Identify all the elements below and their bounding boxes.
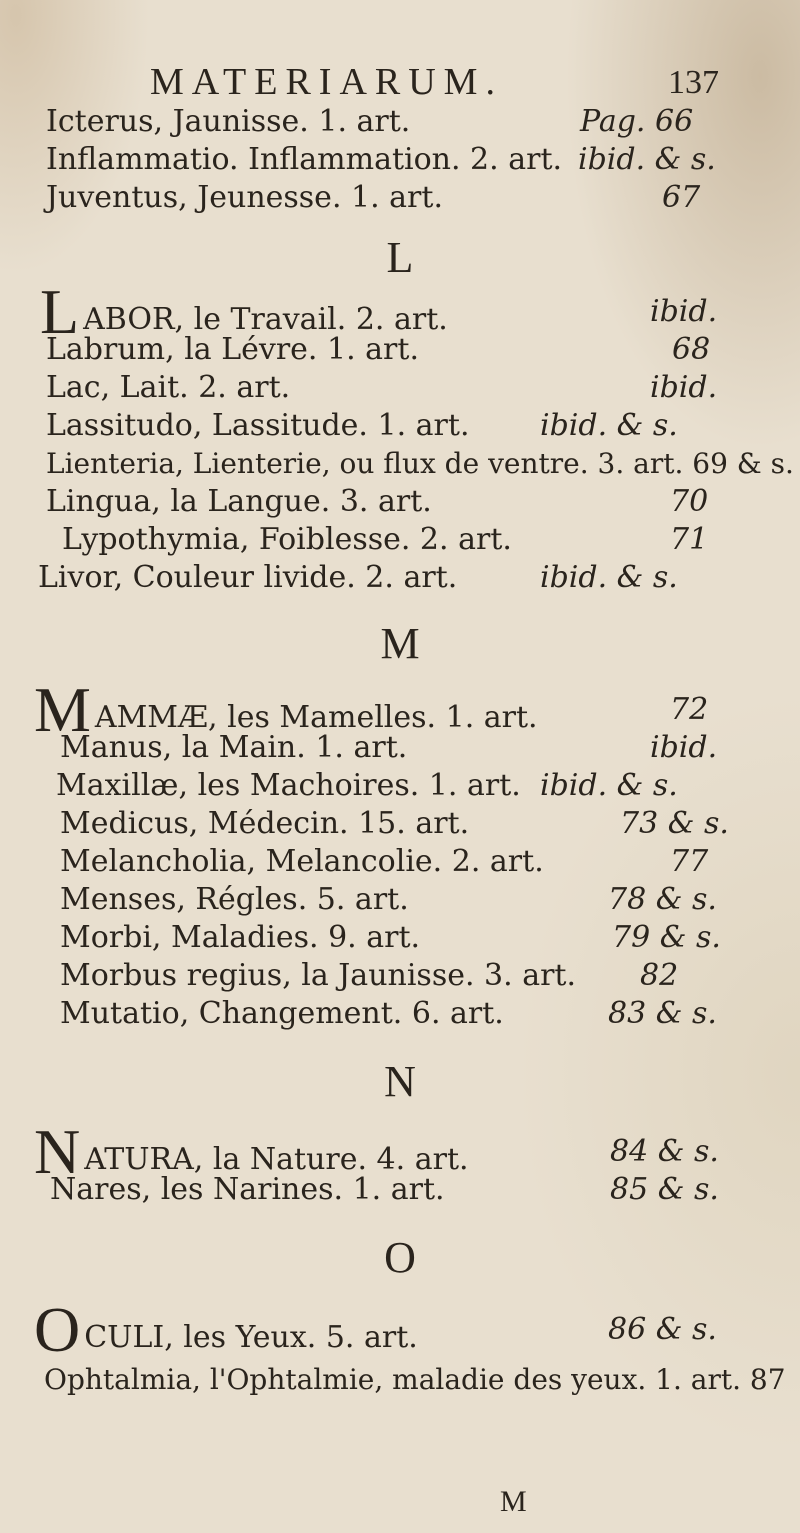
index-line: [0, 140, 800, 180]
catchword: M: [500, 1485, 527, 1518]
section-heading-l: L: [386, 233, 414, 282]
index-entry: Mutatio, Changement. 6. art.: [60, 996, 504, 1031]
index-entry: Morbi, Maladies. 9. art.: [60, 920, 421, 955]
index-line: [0, 918, 800, 958]
index-entry: Livor, Couleur livide. 2. art.: [38, 560, 458, 595]
index-line: [0, 728, 800, 768]
index-line: [0, 804, 800, 844]
index-ref: 73 & s.: [620, 806, 729, 841]
index-entry: Lypothymia, Foiblesse. 2. art.: [62, 522, 512, 557]
page-number: 137: [668, 64, 719, 101]
index-ref: 67: [662, 180, 701, 215]
index-entry: Inflammatio. Inflammation. 2. art.: [46, 142, 563, 177]
index-line: [0, 330, 800, 370]
index-entry: ABOR, le Travail. 2. art.: [83, 302, 448, 337]
index-ref: 70: [670, 484, 709, 519]
index-line: [0, 406, 800, 446]
index-ref: 71: [670, 522, 709, 557]
index-ref: Pag. 66: [580, 104, 694, 139]
index-ref: ibid. & s.: [578, 142, 716, 177]
index-ref: ibid. & s.: [540, 560, 678, 595]
index-entry: Medicus, Médecin. 15. art.: [60, 806, 470, 841]
drop-cap: L: [40, 276, 80, 347]
index-line: [0, 558, 800, 598]
index-ref: 86 & s.: [608, 1312, 717, 1347]
drop-cap: O: [34, 1294, 81, 1365]
index-ref: ibid.: [650, 370, 718, 405]
index-line: [0, 880, 800, 920]
index-ref: ibid. & s.: [540, 408, 678, 443]
index-entry: Lienteria, Lienterie, ou flux de ventre. 3. art. 69 & s.: [46, 447, 794, 480]
index-ref: ibid. & s.: [540, 768, 678, 803]
index-ref: 82: [640, 958, 679, 993]
index-entry: Morbus regius, la Jaunisse. 3. art.: [60, 958, 577, 993]
index-entry: Lingua, la Langue. 3. art.: [46, 484, 432, 519]
index-line: [0, 102, 800, 142]
index-entry: AMMÆ, les Mamelles. 1. art.: [94, 700, 538, 735]
index-ref: 85 & s.: [610, 1172, 719, 1207]
index-entry: Lassitudo, Lassitude. 1. art.: [46, 408, 470, 443]
index-line: [0, 368, 800, 408]
drop-cap: N: [34, 1116, 81, 1187]
section-heading-m: M: [380, 619, 420, 668]
index-entry: Ophtalmia, l'Ophtalmie, maladie des yeux. 1. art. 87: [44, 1363, 786, 1396]
index-line: [0, 444, 800, 484]
index-line: [0, 520, 800, 560]
index-entry: Icterus, Jaunisse. 1. art.: [46, 104, 411, 139]
index-entry: Maxillæ, les Machoires. 1. art.: [56, 768, 521, 803]
section-heading-n: N: [384, 1057, 416, 1106]
running-title: MATERIARUM.: [150, 61, 503, 103]
index-entry: Lac, Lait. 2. art.: [46, 370, 291, 405]
index-ref: ibid.: [650, 294, 718, 329]
index-entry: Melancholia, Melancolie. 2. art.: [60, 844, 544, 879]
index-line: [0, 1170, 800, 1210]
index-ref: 68: [672, 332, 711, 367]
index-entry: CULI, les Yeux. 5. art.: [84, 1320, 418, 1355]
index-line: [0, 1116, 800, 1187]
index-entry: Nares, les Narines. 1. art.: [50, 1172, 445, 1207]
index-line: [0, 482, 800, 522]
index-ref: ibid.: [650, 730, 718, 765]
index-ref: 72: [670, 692, 709, 727]
drop-cap: M: [34, 674, 91, 745]
index-entry: Manus, la Main. 1. art.: [60, 730, 408, 765]
index-entry: ATURA, la Nature. 4. art.: [84, 1142, 469, 1177]
index-line: [0, 766, 800, 806]
index-ref: 83 & s.: [608, 996, 717, 1031]
index-line: [0, 178, 800, 218]
section-heading-o: O: [384, 1233, 416, 1282]
index-line: [0, 842, 800, 882]
index-entry: Juventus, Jeunesse. 1. art.: [46, 180, 443, 215]
index-line: [0, 1360, 800, 1400]
index-entry: Menses, Régles. 5. art.: [60, 882, 409, 917]
index-line: [0, 674, 800, 745]
index-entry: Labrum, la Lévre. 1. art.: [46, 332, 419, 367]
index-ref: 79 & s.: [612, 920, 721, 955]
index-line: [0, 994, 800, 1034]
index-ref: 84 & s.: [610, 1134, 719, 1169]
index-line: [0, 1294, 800, 1365]
index-ref: 78 & s.: [608, 882, 717, 917]
index-line: [0, 276, 800, 347]
index-ref: 77: [670, 844, 709, 879]
index-line: [0, 956, 800, 996]
